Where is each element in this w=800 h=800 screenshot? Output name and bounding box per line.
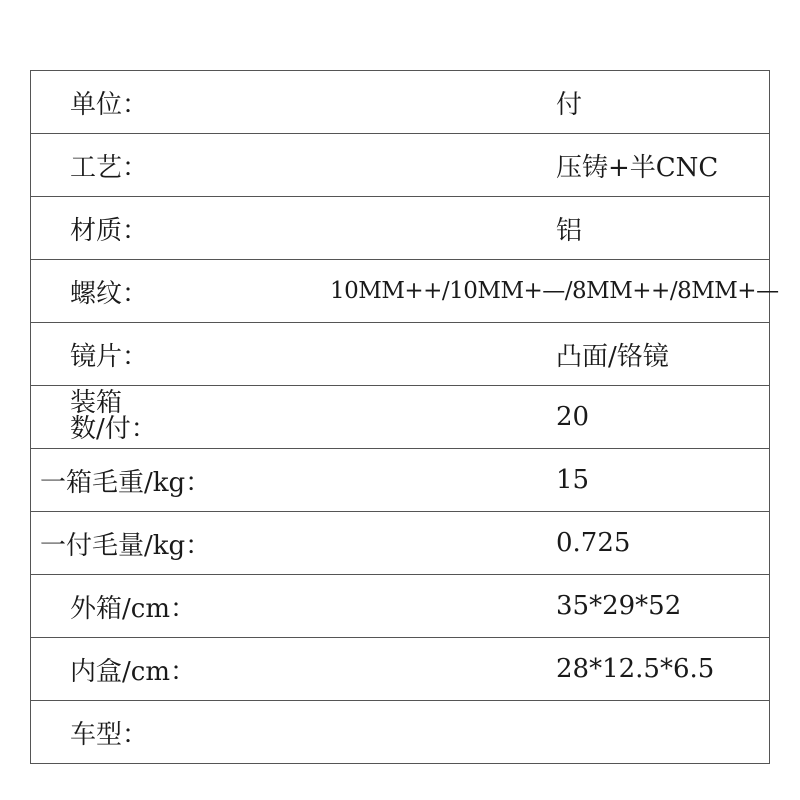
label-process: 工艺： bbox=[30, 134, 320, 197]
table-row-outer-carton bbox=[30, 575, 770, 638]
product-spec-table bbox=[30, 70, 779, 764]
value-thread: 10MM++/10MM+—/8MM++/8MM+— bbox=[320, 260, 770, 323]
label-lens: 镜片： bbox=[30, 323, 320, 386]
table-row-pair-gross-weight bbox=[30, 512, 770, 575]
value-outer-carton: 35*29*52 bbox=[320, 575, 770, 638]
table-row-unit bbox=[30, 71, 770, 134]
label-qty-line1: 装箱 bbox=[70, 388, 123, 418]
label-inner-box: 内盒/cm： bbox=[30, 638, 320, 701]
table-row-qty-per-carton bbox=[30, 386, 770, 449]
value-inner-box: 28*12.5*6.5 bbox=[320, 638, 770, 701]
value-material: 铝 bbox=[320, 197, 770, 260]
label-qty-line2: 数/付： bbox=[70, 414, 157, 444]
label-outer-carton: 外箱/cm： bbox=[30, 575, 320, 638]
label-carton-gross-weight: 一箱毛重/kg： bbox=[30, 449, 320, 512]
value-unit: 付 bbox=[320, 71, 770, 134]
table-row-carton-gross-weight bbox=[30, 449, 770, 512]
value-process: 压铸+半CNC bbox=[320, 134, 770, 197]
label-unit: 单位： bbox=[30, 71, 320, 134]
value-qty-per-carton: 20 bbox=[320, 386, 770, 449]
label-material: 材质： bbox=[30, 197, 320, 260]
table-row-material bbox=[30, 197, 770, 260]
table-row-vehicle-model bbox=[30, 701, 770, 764]
table-row-thread bbox=[30, 260, 770, 323]
label-vehicle-model: 车型： bbox=[30, 701, 320, 764]
table-row-inner-box bbox=[30, 638, 770, 701]
value-lens: 凸面/铬镜 bbox=[320, 323, 770, 386]
label-qty-per-carton bbox=[30, 386, 320, 449]
value-carton-gross-weight: 15 bbox=[320, 449, 770, 512]
label-thread: 螺纹： bbox=[30, 260, 320, 323]
value-pair-gross-weight: 0.725 bbox=[320, 512, 770, 575]
table-row-lens bbox=[30, 323, 770, 386]
value-vehicle-model bbox=[320, 701, 770, 764]
label-pair-gross-weight: 一付毛量/kg： bbox=[30, 512, 320, 575]
table-row-process bbox=[30, 134, 770, 197]
